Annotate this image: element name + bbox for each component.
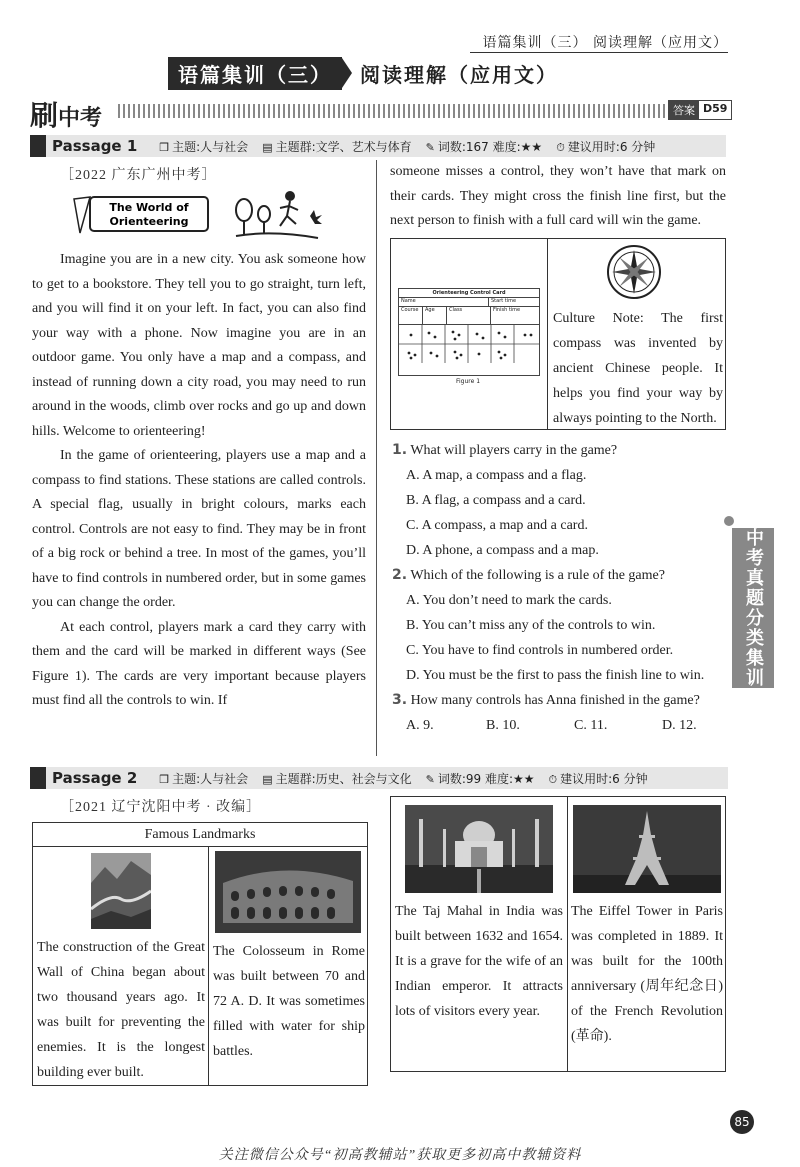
question-number: 3. [392,692,408,708]
question-option: A. A map, a compass and a flag. [406,468,587,483]
question-text: What will players carry in the game? [410,443,618,458]
passage1-paragraph: someone misses a control, they won’t have that mark on their cards. They might cross the finish line first, but the next person to finish with a full card will win the game. [390,164,726,228]
footer-note: 关注微信公众号“初高教辅站”获取更多初高中教辅资料 [218,1148,582,1163]
passage2-bar [30,767,728,789]
theme-icon: ❒ [159,772,170,786]
word-count-icon: ✎ [425,140,435,154]
culture-note: Culture Note: The first compass was invented by ancient Chinese people. It helps you find your way by always pointing to the North. [553,311,723,426]
landmark-taj-mahal: The Taj Mahal in India was built between 1632 and 1654. It is a grave for the wife of an Indian emperor. It attracts lots of visitors every year. [395,904,563,1019]
card-title: Orienteering Control Card [399,289,539,298]
question-option: B. A flag, a compass and a card. [406,493,586,508]
question-text: Which of the following is a rule of the game? [410,568,665,583]
passage1-left-column [32,248,366,714]
card-punch-grid [399,325,539,363]
landmark-colosseum: The Colosseum in Rome was built between 70 and 72 A. D. It was sometimes filled with water for ship battles. [213,944,365,1059]
clock-icon: ⏱ [548,772,558,786]
page-number: 85 [730,1110,754,1134]
question-option: C. 11. [574,718,608,733]
question-option: A. 9. [406,718,434,733]
landmark-eiffel-tower: The Eiffel Tower in Paris was completed in 1889. It was built for the 100th anniversary (周年纪念日) of the French Revolution (革命). [571,904,723,1044]
control-card [398,288,540,376]
landmark-great-wall: The construction of the Great Wall of China began about two thousand years ago. It was built for preventing the enemies. It is the longest building ever built. [37,940,205,1080]
landmarks-table-left [32,822,368,1086]
brand [30,94,102,134]
runner-scene-icon [232,186,322,242]
title-arrow-icon [342,58,352,88]
passage1-paragraph: Imagine you are in a new city. You ask someone how to get to a bookstore. They tell you to go straight, turn left, and you will find it on your left. In fact, you can also find your way with a phone. Now imagine you are in an outdoor game. You only have a map and a compass, and instead of running down a city road, you may need to run around in the woods, climb over rocks and go up and down hills. Welcome to orienteering! [32,252,366,439]
logo-line1: The World of [109,201,189,214]
question-option: B. You can’t miss any of the controls to win. [406,618,656,633]
passage1-time: 建议用时:6 分钟 [567,139,656,154]
answer-ref: D59 [703,102,728,115]
great-wall-image [91,853,151,929]
passage2-theme: 主题:人与社会 [172,771,249,786]
theme-group-icon: ▤ [262,772,273,786]
logo-line2: Orienteering [109,215,189,228]
question-option: D. 12. [662,718,697,733]
question-option: D. You must be the first to pass the finish line to win. [406,668,705,683]
table-divider [208,847,209,1085]
passage1-bar [30,135,726,157]
passage2-source: ［2021 辽宁沈阳中考 · 改编］ [60,800,262,815]
side-tab-dot [724,516,734,526]
passage1-paragraph: In the game of orienteering, players use a map and a compass to find stations. These stations are called controls. A special flag, usually in bright colours, marks each control. Controls are not easy to find. They may be in front of a big rock or behind a tree. In most of the games, you’ll have to find controls in numbered order, but in some games you can change the order. [32,448,366,610]
card-name-label: Name [399,298,489,306]
question-text: How many controls has Anna finished in the game? [410,693,700,708]
header-rule [470,52,728,53]
question-2 [392,563,728,688]
question-number: 2. [392,567,408,583]
passage2-name: Passage 2 [52,769,138,787]
table-divider [567,797,568,1071]
theme-group-icon: ▤ [262,140,273,154]
brand-big: 刷 [30,99,59,132]
question-option: C. A compass, a map and a card. [406,518,588,533]
question-1 [392,438,728,563]
orienteering-logo [70,193,220,235]
question-number: 1. [392,442,408,458]
side-tab: 中考真题分类集训 [732,528,774,688]
figure-label: Figure 1 [456,378,481,385]
page-title [168,58,558,88]
question-3 [392,688,728,738]
card-start-label: Start time [491,298,517,304]
passage1-source: ［2022 广东广州中考］ [60,168,217,183]
answer-badge [668,100,732,120]
card-course-label: Course [399,307,423,324]
card-age-label: Age [423,307,447,324]
passage1-theme-group: 主题群:文学、艺术与体育 [275,139,412,154]
question-option: A. You don’t need to mark the cards. [406,593,612,608]
bar-square [30,767,46,789]
clock-icon: ⏱ [556,140,565,154]
passage1-theme: 主题:人与社会 [172,139,249,154]
brand-small: 中考 [58,106,103,131]
question-option: B. 10. [486,718,520,733]
compass-icon [606,244,662,300]
bar-square [30,135,46,157]
answer-label: 答案 [669,101,699,119]
card-class-label: Class [447,307,491,324]
table-title: Famous Landmarks [33,823,367,847]
colosseum-image [215,851,361,933]
landmarks-table-right [390,796,726,1072]
eiffel-tower-image [573,805,721,893]
passage1-paragraph: At each control, players mark a card they carry with them and the card will be marked in different ways (See Figure 1). The cards are very important because players must find all the controls to win. If [32,619,366,708]
title-box: 语篇集训（三） [168,57,342,90]
column-divider [376,160,377,756]
title-rest: 阅读理解（应用文） [360,62,558,87]
passage1-word-count: 词数:167 难度:★★ [437,139,543,154]
passage2-word-count: 词数:99 难度:★★ [437,771,535,786]
question-option: C. You have to find controls in numbered order. [406,643,674,658]
passage2-theme-group: 主题群:历史、社会与文化 [275,771,412,786]
passage2-time: 建议用时:6 分钟 [560,771,648,786]
header-stripe [118,104,666,118]
passage1-right-column [390,160,726,234]
passage1-questions [392,438,728,738]
passage1-name: Passage 1 [52,137,138,155]
word-count-icon: ✎ [425,772,435,786]
running-head: 语篇集训（三） 阅读理解（应用文） [482,35,728,51]
taj-mahal-image [405,805,553,893]
theme-icon: ❒ [159,140,170,154]
card-finish-label: Finish time [493,307,521,313]
question-option: D. A phone, a compass and a map. [406,543,599,558]
